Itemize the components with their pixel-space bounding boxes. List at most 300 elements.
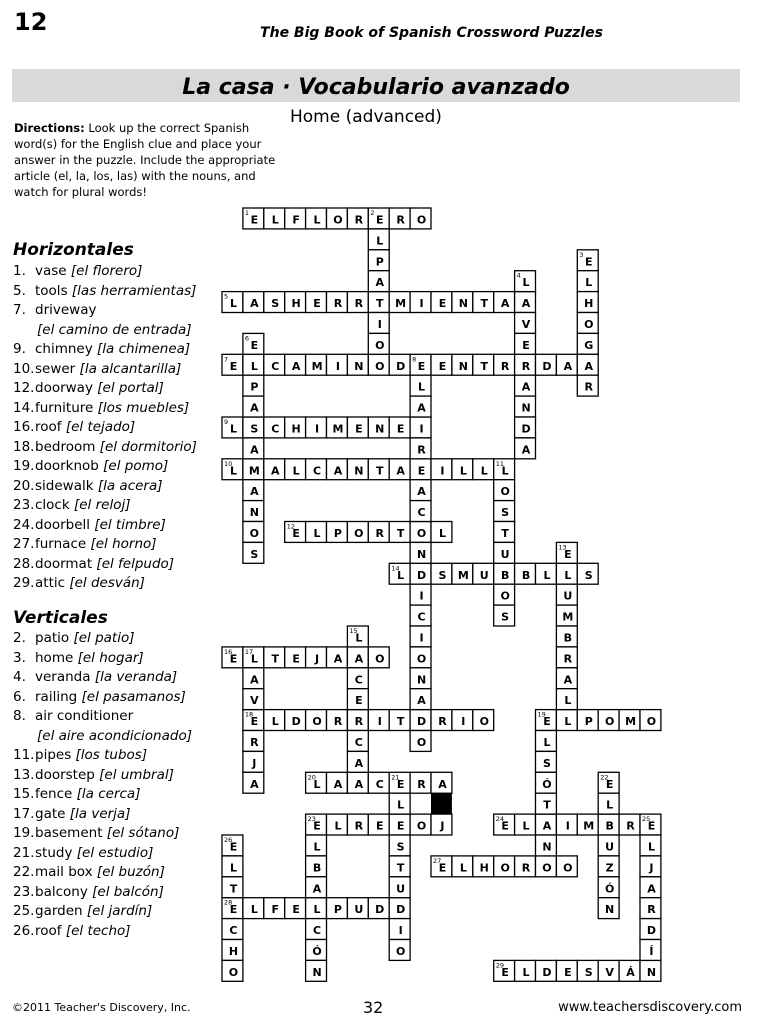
grid-cell[interactable] [285, 710, 306, 731]
grid-cell[interactable] [285, 292, 306, 313]
grid-cell[interactable] [515, 354, 536, 375]
grid-cell[interactable] [536, 814, 557, 835]
grid-cell[interactable] [473, 459, 494, 480]
grid-cell[interactable] [389, 208, 410, 229]
grid-cell[interactable] [640, 919, 661, 940]
grid-letter: A [396, 464, 405, 478]
grid-cell[interactable] [327, 459, 348, 480]
grid-cell[interactable] [347, 772, 368, 793]
clue-spanish: [el umbral] [99, 766, 174, 783]
grid-cell[interactable] [243, 668, 264, 689]
grid-cell[interactable] [556, 563, 577, 584]
grid-cell[interactable] [347, 626, 368, 647]
clue-spanish: [el estudio] [76, 844, 154, 861]
grid-letter: E [375, 819, 384, 833]
grid-cell[interactable] [410, 292, 431, 313]
grid-cell[interactable] [431, 710, 452, 731]
grid-cell[interactable] [389, 292, 410, 313]
grid-cell[interactable] [347, 710, 368, 731]
grid-cell[interactable] [577, 960, 598, 981]
grid-cell[interactable] [452, 856, 473, 877]
grid-cell[interactable] [222, 459, 243, 480]
grid-cell[interactable] [389, 814, 410, 835]
grid-cell[interactable] [243, 480, 264, 501]
grid-cell[interactable] [410, 668, 431, 689]
grid-cell[interactable] [619, 814, 640, 835]
grid-cell[interactable] [410, 208, 431, 229]
clue-english: railing [35, 688, 78, 705]
grid-cell[interactable] [556, 626, 577, 647]
grid-cell[interactable] [327, 417, 348, 438]
grid-cell[interactable] [598, 898, 619, 919]
grid-cell[interactable] [347, 459, 368, 480]
grid-cell[interactable] [452, 354, 473, 375]
grid-clue-number: 24 [495, 815, 504, 824]
grid-cell[interactable] [243, 710, 264, 731]
grid-cell[interactable] [494, 354, 515, 375]
grid-cell[interactable] [368, 292, 389, 313]
grid-cell[interactable] [243, 772, 264, 793]
grid-cell[interactable] [306, 710, 327, 731]
grid-cell[interactable] [619, 710, 640, 731]
grid-cell[interactable] [452, 563, 473, 584]
clue-number: 23. [13, 497, 35, 513]
grid-letter: A [417, 401, 426, 415]
grid-letter: E [292, 903, 300, 917]
grid-cell[interactable] [410, 626, 431, 647]
grid-cell[interactable] [598, 814, 619, 835]
grid-cell[interactable] [473, 563, 494, 584]
grid-cell[interactable] [515, 814, 536, 835]
grid-cell[interactable] [410, 438, 431, 459]
grid-letter: O [500, 485, 510, 499]
grid-cell[interactable] [368, 333, 389, 354]
grid-cell[interactable] [306, 208, 327, 229]
grid-cell[interactable] [285, 459, 306, 480]
grid-cell[interactable] [285, 522, 306, 543]
grid-cell[interactable] [222, 940, 243, 961]
grid-cell[interactable] [389, 898, 410, 919]
grid-cell[interactable] [494, 501, 515, 522]
grid-cell[interactable] [327, 208, 348, 229]
grid-letter: E [564, 965, 572, 979]
grid-cell[interactable] [347, 751, 368, 772]
grid-cell[interactable] [598, 772, 619, 793]
grid-cell[interactable] [389, 354, 410, 375]
grid-cell[interactable] [327, 814, 348, 835]
grid-cell[interactable] [410, 459, 431, 480]
grid-cell[interactable] [389, 856, 410, 877]
grid-cell[interactable] [577, 710, 598, 731]
grid-clue-number: 19 [537, 710, 546, 719]
grid-cell[interactable] [264, 292, 285, 313]
grid-cell[interactable] [306, 856, 327, 877]
grid-letter: A [542, 819, 552, 833]
grid-cell[interactable] [243, 354, 264, 375]
grid-cell[interactable] [306, 940, 327, 961]
grid-cell[interactable] [556, 960, 577, 981]
grid-cell[interactable] [264, 710, 285, 731]
grid-cell[interactable] [368, 772, 389, 793]
grid-cell[interactable] [640, 814, 661, 835]
grid-cell[interactable] [243, 333, 264, 354]
grid-cell[interactable] [556, 542, 577, 563]
grid-cell[interactable] [410, 605, 431, 626]
grid-cell[interactable] [389, 417, 410, 438]
grid-cell[interactable] [222, 919, 243, 940]
grid-cell[interactable] [389, 877, 410, 898]
grid-cell[interactable] [577, 292, 598, 313]
grid-cell[interactable] [556, 689, 577, 710]
grid-cell[interactable] [222, 877, 243, 898]
grid-cell[interactable] [556, 605, 577, 626]
grid-cell[interactable] [536, 354, 557, 375]
grid-cell[interactable] [243, 647, 264, 668]
grid-cell[interactable] [222, 856, 243, 877]
grid-cell[interactable] [556, 668, 577, 689]
grid-cell[interactable] [306, 835, 327, 856]
grid-cell[interactable] [389, 459, 410, 480]
grid-cell[interactable] [494, 542, 515, 563]
grid-cell[interactable] [536, 835, 557, 856]
grid-letter: L [522, 965, 530, 979]
grid-cell[interactable] [577, 563, 598, 584]
grid-letter: J [252, 756, 257, 770]
grid-cell[interactable] [222, 647, 243, 668]
grid-cell[interactable] [243, 522, 264, 543]
grid-cell[interactable] [515, 313, 536, 334]
grid-cell[interactable] [598, 835, 619, 856]
grid-cell[interactable] [410, 584, 431, 605]
grid-cell[interactable] [410, 522, 431, 543]
grid-letter: O [542, 861, 552, 875]
grid-cell[interactable] [243, 751, 264, 772]
grid-cell[interactable] [431, 459, 452, 480]
grid-cell[interactable] [431, 856, 452, 877]
grid-letter: N [458, 359, 468, 373]
grid-cell[interactable] [327, 647, 348, 668]
grid-cell[interactable] [389, 563, 410, 584]
clue-number: 26. [13, 922, 35, 939]
grid-cell[interactable] [494, 856, 515, 877]
grid-cell[interactable] [285, 208, 306, 229]
grid-cell[interactable] [389, 522, 410, 543]
grid-cell[interactable] [473, 354, 494, 375]
grid-cell[interactable] [431, 772, 452, 793]
grid-cell[interactable] [640, 835, 661, 856]
grid-cell[interactable] [515, 960, 536, 981]
grid-cell[interactable] [473, 710, 494, 731]
grid-letter: T [480, 359, 489, 373]
grid-cell[interactable] [473, 292, 494, 313]
grid-cell[interactable] [222, 898, 243, 919]
grid-cell[interactable] [327, 292, 348, 313]
grid-cell[interactable] [410, 772, 431, 793]
clue-english: doorstep [35, 766, 95, 783]
grid-cell[interactable] [368, 898, 389, 919]
grid-cell[interactable] [306, 960, 327, 981]
grid-cell[interactable] [494, 960, 515, 981]
grid-cell[interactable] [389, 919, 410, 940]
grid-cell[interactable] [222, 354, 243, 375]
grid-cell[interactable] [577, 313, 598, 334]
grid-cell[interactable] [243, 542, 264, 563]
grid-cell[interactable] [410, 417, 431, 438]
grid-cell[interactable] [556, 584, 577, 605]
grid-cell[interactable] [347, 417, 368, 438]
grid-cell[interactable] [368, 417, 389, 438]
grid-cell[interactable] [494, 605, 515, 626]
grid-cell[interactable] [577, 814, 598, 835]
grid-cell[interactable] [347, 814, 368, 835]
grid-cell[interactable] [452, 292, 473, 313]
grid-cell[interactable] [577, 250, 598, 271]
grid-letter: A [375, 276, 385, 290]
clue-number: 16. [13, 419, 35, 435]
grid-cell[interactable] [619, 960, 640, 981]
grid-cell[interactable] [389, 793, 410, 814]
grid-cell[interactable] [306, 919, 327, 940]
clue-number: 4. [13, 669, 26, 685]
grid-cell[interactable] [515, 563, 536, 584]
grid-cell[interactable] [536, 563, 557, 584]
clue-spanish: [el pomo] [103, 458, 169, 474]
grid-cell[interactable] [410, 396, 431, 417]
grid-cell[interactable] [222, 960, 243, 981]
grid-cell[interactable] [598, 856, 619, 877]
grid-clue-number: 8 [412, 355, 417, 364]
grid-letter: R [417, 443, 426, 457]
grid-cell[interactable] [347, 731, 368, 752]
grid-cell[interactable] [347, 522, 368, 543]
grid-cell[interactable] [222, 835, 243, 856]
clue-spanish: [la veranda] [94, 669, 178, 685]
grid-cell[interactable] [285, 417, 306, 438]
grid-cell[interactable] [368, 250, 389, 271]
grid-cell[interactable] [556, 856, 577, 877]
grid-cell[interactable] [243, 731, 264, 752]
grid-cell[interactable] [368, 229, 389, 250]
grid-cell[interactable] [452, 710, 473, 731]
grid-cell[interactable] [264, 898, 285, 919]
grid-cell[interactable] [536, 856, 557, 877]
grid-cell[interactable] [536, 793, 557, 814]
clue-number: 11. [13, 747, 35, 763]
grid-cell[interactable] [368, 710, 389, 731]
grid-cell[interactable] [640, 877, 661, 898]
grid-cell[interactable] [243, 208, 264, 229]
grid-cell[interactable] [243, 459, 264, 480]
grid-cell[interactable] [347, 668, 368, 689]
grid-cell[interactable] [285, 354, 306, 375]
grid-letter: E [229, 359, 238, 373]
grid-cell[interactable] [264, 459, 285, 480]
grid-cell[interactable] [494, 584, 515, 605]
clue-number: 29. [13, 575, 35, 591]
grid-cell[interactable] [306, 354, 327, 375]
grid-cell[interactable] [264, 417, 285, 438]
grid-cell[interactable] [306, 814, 327, 835]
grid-cell[interactable] [598, 960, 619, 981]
grid-cell[interactable] [515, 292, 536, 313]
grid-cell[interactable] [452, 459, 473, 480]
grid-cell[interactable] [327, 772, 348, 793]
grid-letter: A [312, 882, 322, 896]
grid-cell[interactable] [347, 898, 368, 919]
grid-cell[interactable] [243, 438, 264, 459]
grid-cell[interactable] [431, 563, 452, 584]
grid-cell[interactable] [410, 647, 431, 668]
grid-cell[interactable] [556, 647, 577, 668]
grid-cell[interactable] [556, 354, 577, 375]
grid-cell[interactable] [640, 960, 661, 981]
grid-cell[interactable] [306, 417, 327, 438]
grid-cell[interactable] [577, 271, 598, 292]
grid-cell[interactable] [494, 292, 515, 313]
grid-cell[interactable] [536, 731, 557, 752]
grid-cell[interactable] [536, 710, 557, 731]
grid-letter: D [396, 903, 406, 917]
grid-cell[interactable] [640, 940, 661, 961]
grid-cell[interactable] [410, 710, 431, 731]
grid-letter: J [440, 819, 445, 833]
grid-letter: O [416, 652, 427, 666]
grid-cell[interactable] [431, 354, 452, 375]
grid-cell[interactable] [494, 814, 515, 835]
grid-cell[interactable] [222, 417, 243, 438]
grid-cell[interactable] [515, 438, 536, 459]
grid-letter: L [501, 464, 509, 478]
grid-cell[interactable] [577, 375, 598, 396]
grid-cell[interactable] [515, 375, 536, 396]
grid-cell[interactable] [515, 417, 536, 438]
grid-cell[interactable] [264, 647, 285, 668]
grid-cell[interactable] [368, 271, 389, 292]
grid-letter: A [417, 485, 426, 499]
grid-cell[interactable] [389, 940, 410, 961]
grid-cell[interactable] [410, 501, 431, 522]
grid-letter: O [354, 526, 364, 540]
grid-cell[interactable] [494, 522, 515, 543]
grid-cell[interactable] [285, 647, 306, 668]
grid-cell[interactable] [368, 459, 389, 480]
grid-cell[interactable] [410, 689, 431, 710]
grid-cell[interactable] [243, 689, 264, 710]
grid-cell[interactable] [327, 522, 348, 543]
grid-cell[interactable] [347, 292, 368, 313]
grid-cell[interactable] [515, 271, 536, 292]
grid-cell[interactable] [515, 333, 536, 354]
grid-cell[interactable] [222, 292, 243, 313]
grid-cell[interactable] [410, 375, 431, 396]
grid-cell[interactable] [598, 710, 619, 731]
clue-spanish: [los muebles] [97, 399, 190, 416]
grid-cell[interactable] [494, 459, 515, 480]
grid-cell[interactable] [640, 856, 661, 877]
grid-cell[interactable] [368, 647, 389, 668]
grid-cell[interactable] [410, 542, 431, 563]
grid-letter: U [605, 840, 615, 854]
grid-cell[interactable] [306, 459, 327, 480]
grid-cell[interactable] [598, 793, 619, 814]
grid-cell[interactable] [515, 396, 536, 417]
grid-cell[interactable] [431, 292, 452, 313]
grid-cell[interactable] [243, 417, 264, 438]
grid-cell[interactable] [640, 898, 661, 919]
grid-cell[interactable] [306, 292, 327, 313]
grid-cell[interactable] [264, 208, 285, 229]
clue-number: 19. [13, 458, 35, 474]
grid-cell[interactable] [640, 710, 661, 731]
grid-letter: B [605, 819, 614, 833]
grid-cell[interactable] [536, 772, 557, 793]
grid-cell[interactable] [598, 877, 619, 898]
grid-cell[interactable] [556, 710, 577, 731]
grid-cell[interactable] [327, 898, 348, 919]
grid-cell[interactable] [347, 689, 368, 710]
grid-letter: J [315, 652, 320, 666]
clue-number: 21. [13, 844, 35, 861]
grid-cell[interactable] [306, 647, 327, 668]
grid-cell[interactable] [389, 772, 410, 793]
grid-cell[interactable] [327, 710, 348, 731]
grid-cell[interactable] [536, 751, 557, 772]
grid-letter: D [646, 924, 657, 938]
grid-cell[interactable] [389, 835, 410, 856]
grid-cell[interactable] [515, 856, 536, 877]
grid-cell[interactable] [327, 354, 348, 375]
grid-cell[interactable] [347, 354, 368, 375]
grid-cell[interactable] [243, 396, 264, 417]
grid-cell[interactable] [494, 563, 515, 584]
grid-cell[interactable] [431, 522, 452, 543]
grid-cell[interactable] [577, 354, 598, 375]
grid-cell[interactable] [368, 208, 389, 229]
grid-cell[interactable] [243, 375, 264, 396]
grid-cell[interactable] [306, 877, 327, 898]
grid-cell[interactable] [556, 814, 577, 835]
grid-cell[interactable] [368, 354, 389, 375]
grid-cell[interactable] [410, 354, 431, 375]
grid-letter: O [395, 944, 406, 958]
grid-cell[interactable] [243, 898, 264, 919]
grid-cell[interactable] [410, 731, 431, 752]
grid-letter: E [564, 547, 572, 561]
grid-cell[interactable] [389, 710, 410, 731]
grid-cell[interactable] [410, 814, 431, 835]
grid-cell[interactable] [368, 522, 389, 543]
grid-cell[interactable] [368, 313, 389, 334]
grid-cell[interactable] [410, 563, 431, 584]
grid-cell[interactable] [494, 480, 515, 501]
grid-cell[interactable] [473, 856, 494, 877]
grid-cell[interactable] [347, 647, 368, 668]
grid-letter: E [292, 652, 300, 666]
grid-cell[interactable] [264, 354, 285, 375]
grid-cell[interactable] [243, 501, 264, 522]
grid-cell[interactable] [536, 960, 557, 981]
grid-cell[interactable] [368, 814, 389, 835]
grid-cell[interactable] [243, 292, 264, 313]
grid-cell[interactable] [285, 898, 306, 919]
grid-cell[interactable] [431, 814, 452, 835]
grid-cell[interactable] [577, 333, 598, 354]
grid-cell[interactable] [306, 898, 327, 919]
grid-cell[interactable] [347, 208, 368, 229]
grid-cell[interactable] [306, 522, 327, 543]
grid-cell[interactable] [306, 772, 327, 793]
grid-cell[interactable] [410, 480, 431, 501]
